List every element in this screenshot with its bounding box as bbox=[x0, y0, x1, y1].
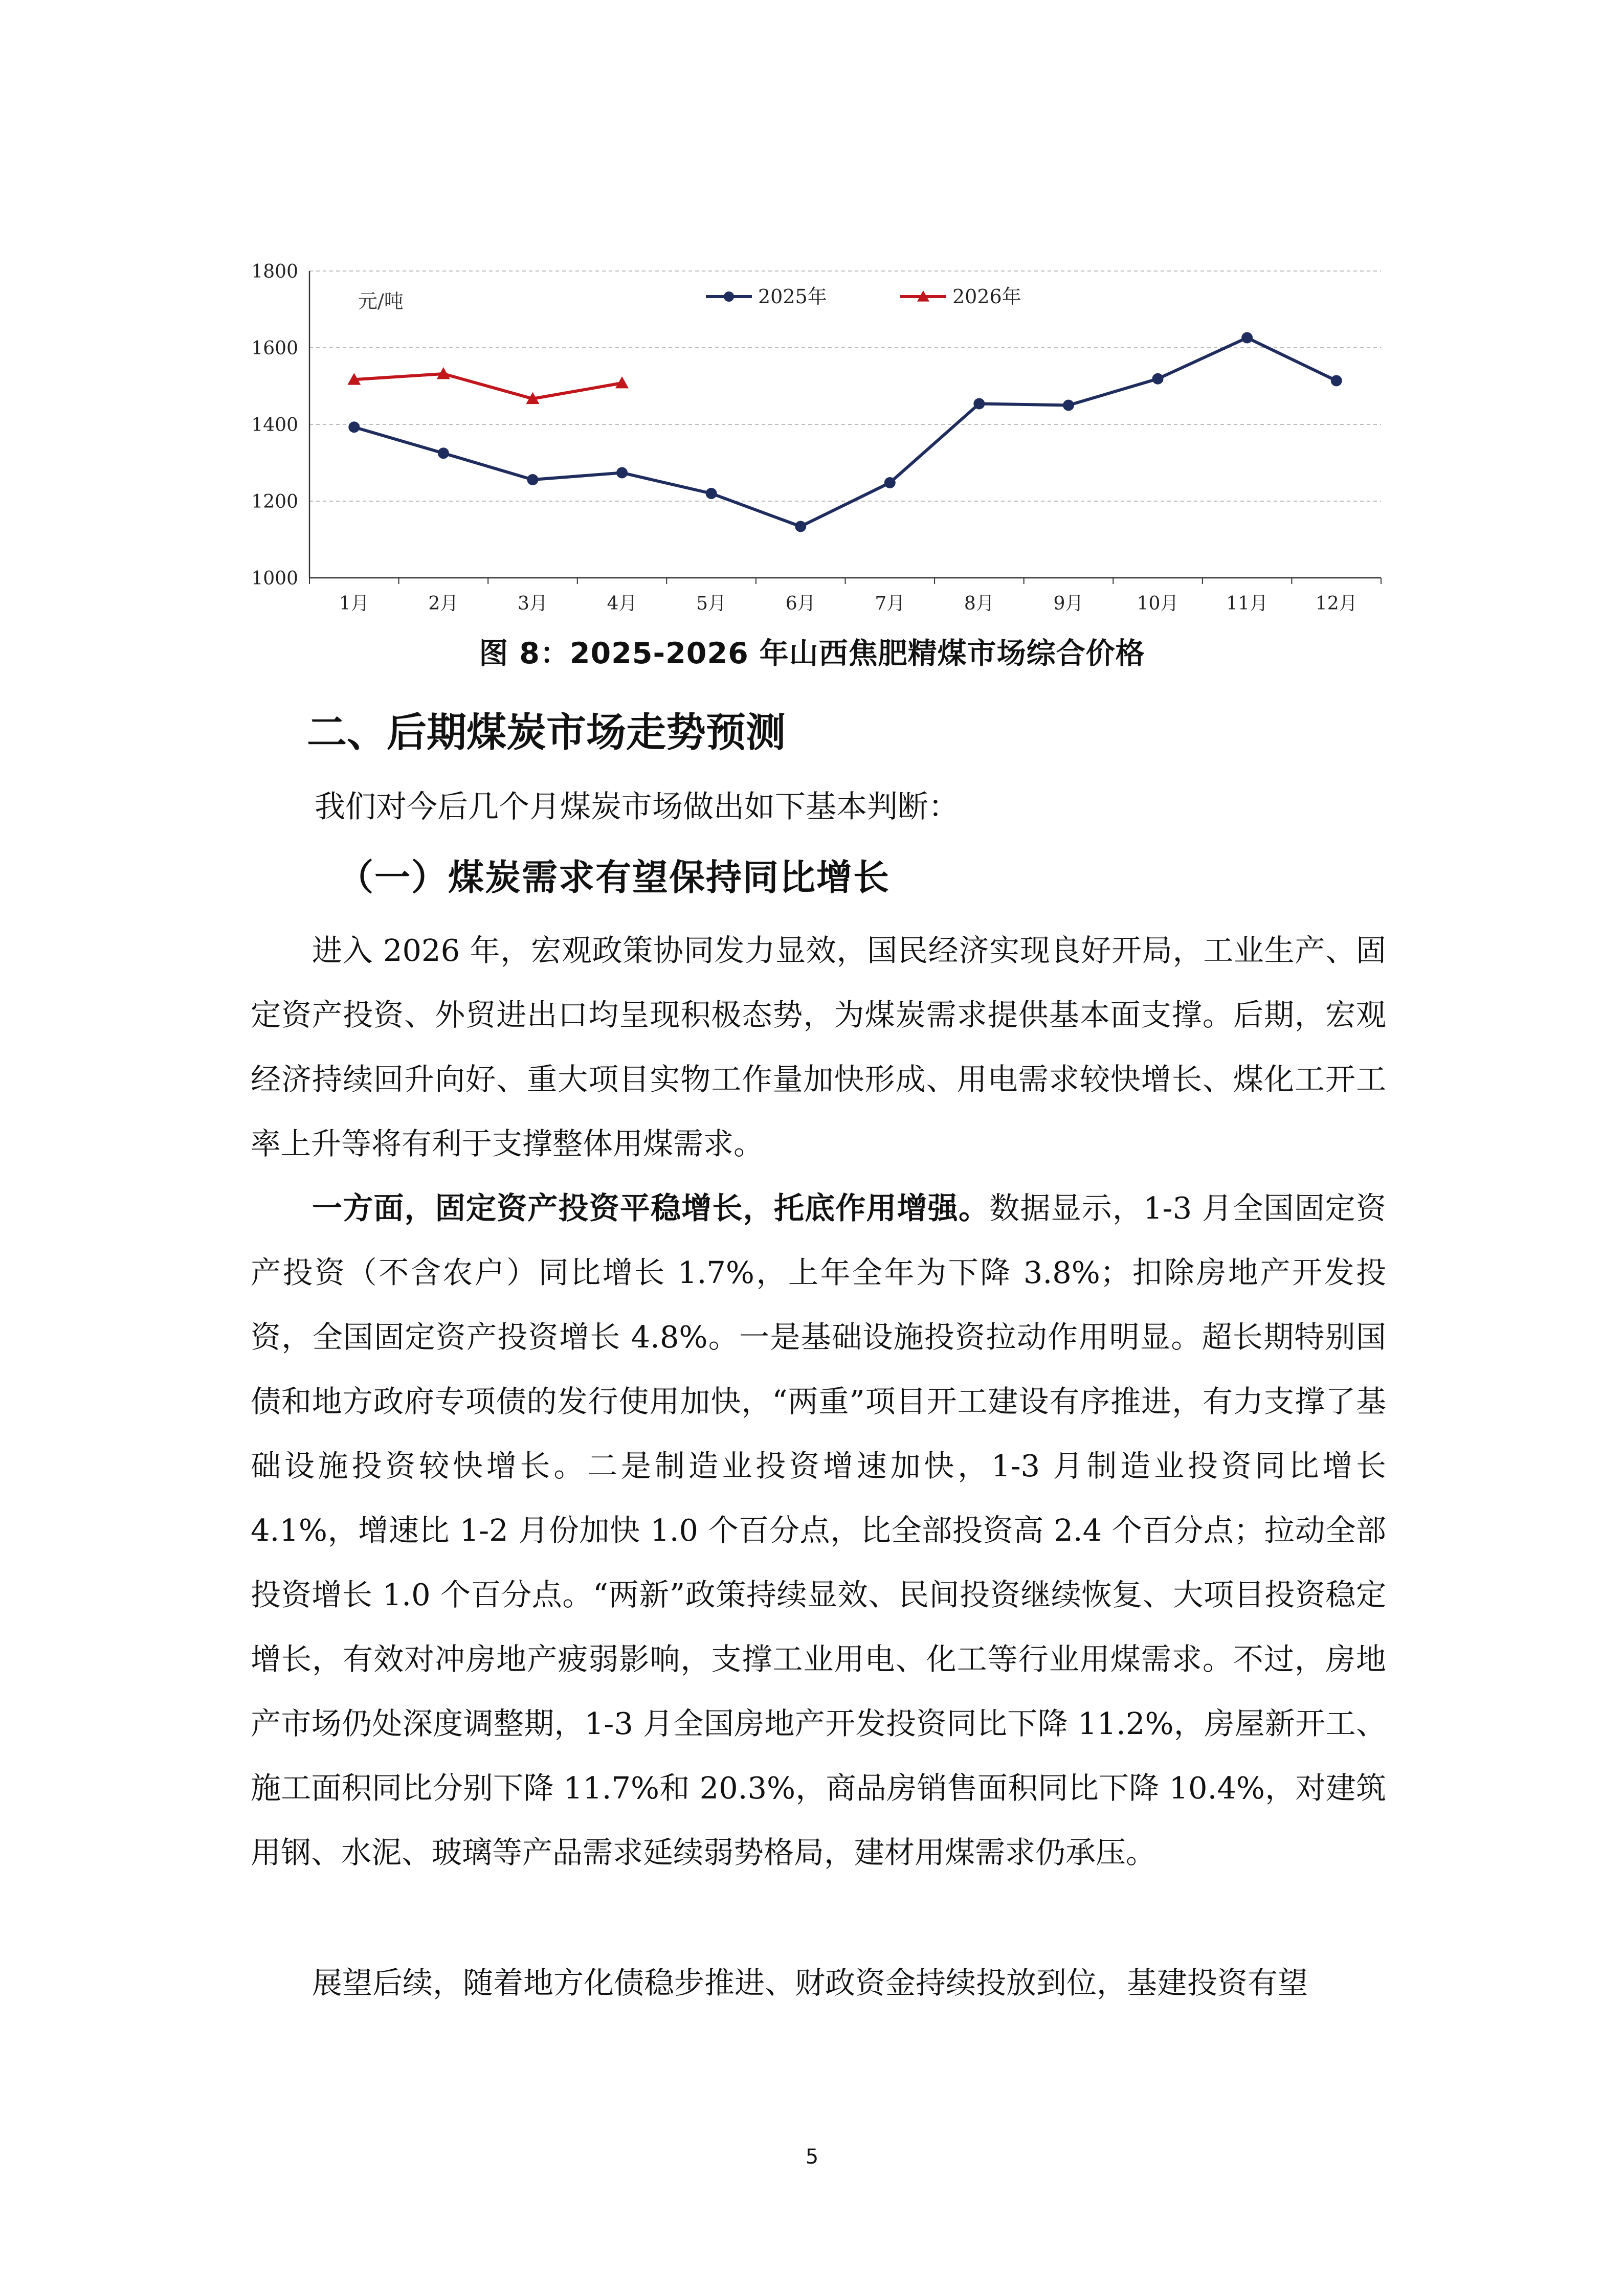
data-point-circle bbox=[884, 477, 896, 488]
data-point-circle bbox=[795, 521, 806, 532]
data-point-circle bbox=[1063, 400, 1074, 411]
legend-marker-circle bbox=[724, 291, 734, 302]
x-tick-label: 1月 bbox=[339, 593, 369, 614]
chart-gridlines bbox=[309, 271, 1381, 501]
x-tick-label: 7月 bbox=[875, 593, 905, 614]
series-line-2025年 bbox=[354, 338, 1336, 527]
paragraph-demand-outlook: 进入 2026 年，宏观政策协同发力显效，国民经济实现良好开局，工业生产、固定资产投资、外贸进出口均呈现积极态势，为煤炭需求提供基本面支撑。后期，宏观经济持续回升向好、重大项目实物工作量加快形成、用电需求较快增长、煤化工开工率上升等将有利于支撑整体用煤需求。 bbox=[251, 933, 1386, 1161]
data-point-circle bbox=[973, 398, 985, 410]
subsection-heading: （一）煤炭需求有望保持同比增长 bbox=[338, 857, 890, 898]
y-tick-label: 1000 bbox=[251, 568, 298, 589]
legend-label: 2026年 bbox=[952, 285, 1021, 308]
x-tick-label: 11月 bbox=[1226, 593, 1269, 614]
section-heading: 二、后期煤炭市场走势预测 bbox=[307, 710, 786, 756]
series-line-2026年 bbox=[354, 374, 622, 399]
x-tick-label: 2月 bbox=[428, 593, 459, 614]
data-point-circle bbox=[438, 447, 449, 459]
chart-series bbox=[347, 332, 1342, 532]
paragraph-lead-bold: 一方面，固定资产投资平稳增长，托底作用增强。 bbox=[312, 1190, 990, 1226]
page-number: 5 bbox=[805, 2145, 819, 2169]
x-axis-tick-labels bbox=[339, 593, 1358, 614]
chart-legend bbox=[706, 285, 1021, 308]
paragraph-body: 数据显示，1-3 月全国固定资产投资（不含农户）同比增长 1.7%，上年全年为下降 3.8%；扣除房地产开发投资，全国固定资产投资增长 4.8%。一是基础设施投资拉动作用明显。超长期特别国债和地方政府专项债的发行使用加快，“两重”项目开工建设有序推进，有力支撑了基础设施投资较快增长。二是制造业投资增速加快，1-3 月制造业投资同比增长 4.1%，增速比 1-2 月份加快 1.0 个百分点，比全部投资高 2.4 个百分点；拉动全部投资增长 1.0 个百分点。“两新”政策持续显效、民间投资继续恢复、大项目投资稳定增长，有效对冲房地产疲弱影响，支撑工业用电、化工等行业用煤需求。不过，房地产市场仍处深度调整期，1-3 月全国房地产开发投资同比下降 11.2%，房屋新开工、施工面积同比分别下降 11.7%和 20.3%，商品房销售面积同比下降 10.4%，对建筑用钢、水泥、玻璃等产品需求延续弱势格局，建材用煤需求仍承压。 bbox=[251, 1190, 1386, 1870]
data-point-circle bbox=[1331, 375, 1342, 387]
lead-sentence: 我们对今后几个月煤炭市场做出如下基本判断： bbox=[315, 789, 959, 825]
data-point-circle bbox=[348, 421, 360, 433]
data-point-circle bbox=[1152, 373, 1164, 385]
data-point-circle bbox=[706, 488, 717, 499]
x-tick-label: 12月 bbox=[1315, 593, 1358, 614]
figure-caption: 图 8：2025-2026 年山西焦肥精煤市场综合价格 bbox=[479, 637, 1145, 670]
y-tick-label: 1600 bbox=[251, 338, 298, 359]
y-axis-unit-label: 元/吨 bbox=[358, 290, 404, 312]
x-tick-label: 10月 bbox=[1137, 593, 1179, 614]
x-tick-label: 4月 bbox=[607, 593, 637, 614]
data-point-circle bbox=[616, 467, 628, 479]
x-tick-label: 6月 bbox=[785, 593, 816, 614]
y-tick-label: 1800 bbox=[251, 261, 298, 282]
x-tick-label: 8月 bbox=[964, 593, 994, 614]
y-axis-tick-labels bbox=[251, 261, 298, 589]
x-tick-label: 9月 bbox=[1053, 593, 1084, 614]
x-tick-label: 3月 bbox=[518, 593, 548, 614]
legend-label: 2025年 bbox=[758, 285, 827, 308]
price-line-chart bbox=[246, 251, 1401, 634]
chart-axes bbox=[309, 271, 1381, 584]
data-point-circle bbox=[527, 474, 538, 485]
y-tick-label: 1200 bbox=[251, 491, 298, 512]
paragraph-infrastructure-outlook: 展望后续，随着地方化债稳步推进、财政资金持续投放到位，基建投资有望 bbox=[312, 1965, 1308, 2000]
x-tick-label: 5月 bbox=[696, 593, 727, 614]
y-tick-label: 1400 bbox=[251, 415, 298, 436]
paragraph-fixed-asset-investment bbox=[251, 1176, 1386, 1885]
data-point-circle bbox=[1241, 332, 1253, 344]
